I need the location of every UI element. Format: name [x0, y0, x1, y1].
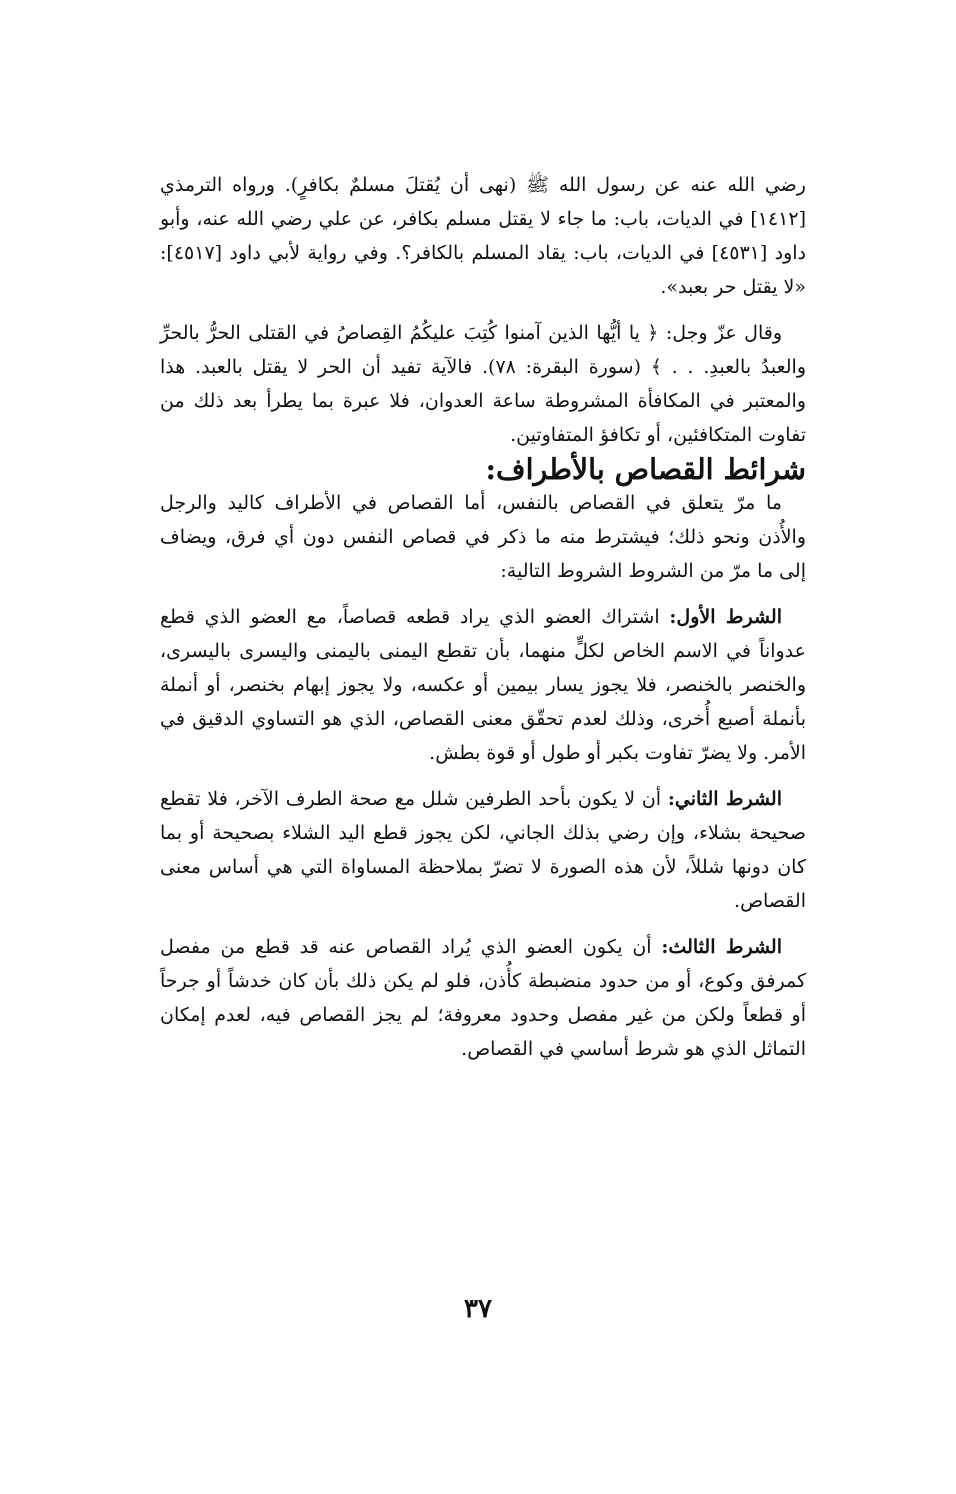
condition-2-text: أن لا يكون بأحد الطرفين شلل مع صحة الطرف الآخر، فلا تقطع صحيحة بشلاء، وإن رضي بذلك الجاني، لكن يجوز قطع اليد الشلاء بصحيحة أو بما كان دونها شللاً، لأن هذه الصورة لا تضرّ بملاحظة المساواة التي هي أساس معنى القصاص. — [160, 788, 806, 912]
condition-3-text: أن يكون العضو الذي يُراد القصاص عنه قد قطع من مفصل كمرفق وكوع، أو من حدود منضبطة كأُذن، فلو لم يكن ذلك بأن كان خدشاً أو جرحاً أو قطعاً ولكن من غير مفصل وحدود معروفة؛ لم يجز القصاص فيه، لعدم إمكان التماثل الذي هو شرط أساسي في القصاص. — [160, 936, 806, 1060]
condition-3-label: الشرط الثالث: — [661, 936, 782, 958]
section-heading: شرائط القصاص بالأطراف: — [485, 452, 806, 486]
paragraph-condition-2 — [160, 782, 806, 918]
page-body — [160, 168, 806, 1066]
paragraph-quran-verse: وقال عزّ وجل: ﴿ يا أيُّها الذين آمنوا كُتِبَ عليكُمُ القِصاصُ في القتلى الحرُّ بالحرِّ والعبدُ بالعبدِ. . . ﴾ (سورة البقرة: ٧٨). فالآية تفيد أن الحر لا يقتل بالعبد. هذا والمعتبر في المكافأة المشروطة ساعة العدوان، فلا عبرة بما يطرأ بعد ذلك من تفاوت المتكافئين، أو تكافؤ المتفاوتين. — [160, 322, 807, 446]
paragraph-hadith-references: رضي الله عنه عن رسول الله ﷺ (نهى أن يُقتلَ مسلمٌ بكافرٍ). ورواه الترمذي [١٤١٢] في الديات، باب: ما جاء لا يقتل مسلم بكافر، عن علي رضي الله عنه، وأبو داود [٤٥٣١] في الديات، باب: يقاد المسلم بالكافر؟. وفي رواية لأبي داود [٤٥١٧]: «لا يقتل حر بعبد». — [160, 174, 807, 298]
condition-2-label: الشرط الثاني: — [667, 788, 782, 810]
paragraph-condition-1 — [160, 600, 806, 770]
condition-1-label: الشرط الأول: — [669, 606, 782, 628]
condition-1-text: اشتراك العضو الذي يراد قطعه قصاصاً، مع العضو الذي قطع عدواناً في الاسم الخاص لكلٍّ منهما، بأن تقطع اليمنى باليمنى واليسرى باليسرى، والخنصر بالخنصر، فلا يجوز يسار بيمين أو عكسه، ولا يجوز إبهام بخنصر، أو أنملة بأنملة أصبع أُخرى، وذلك لعدم تحقّق معنى القصاص، الذي هو التساوي الدقيق في الأمر. ولا يضرّ تفاوت بكبر أو طول أو قوة بطش. — [160, 606, 806, 764]
paragraph-limbs-intro: ما مرّ يتعلق في القصاص بالنفس، أما القصاص في الأطراف كاليد والرجل والأُذن ونحو ذلك؛ فيشترط منه ما ذكر في قصاص النفس دون أي فرق، ويضاف إلى ما مرّ من الشروط الشروط التالية: — [160, 492, 806, 582]
paragraph-condition-3 — [160, 930, 806, 1066]
page-number: ٣٧ — [464, 1294, 492, 1324]
